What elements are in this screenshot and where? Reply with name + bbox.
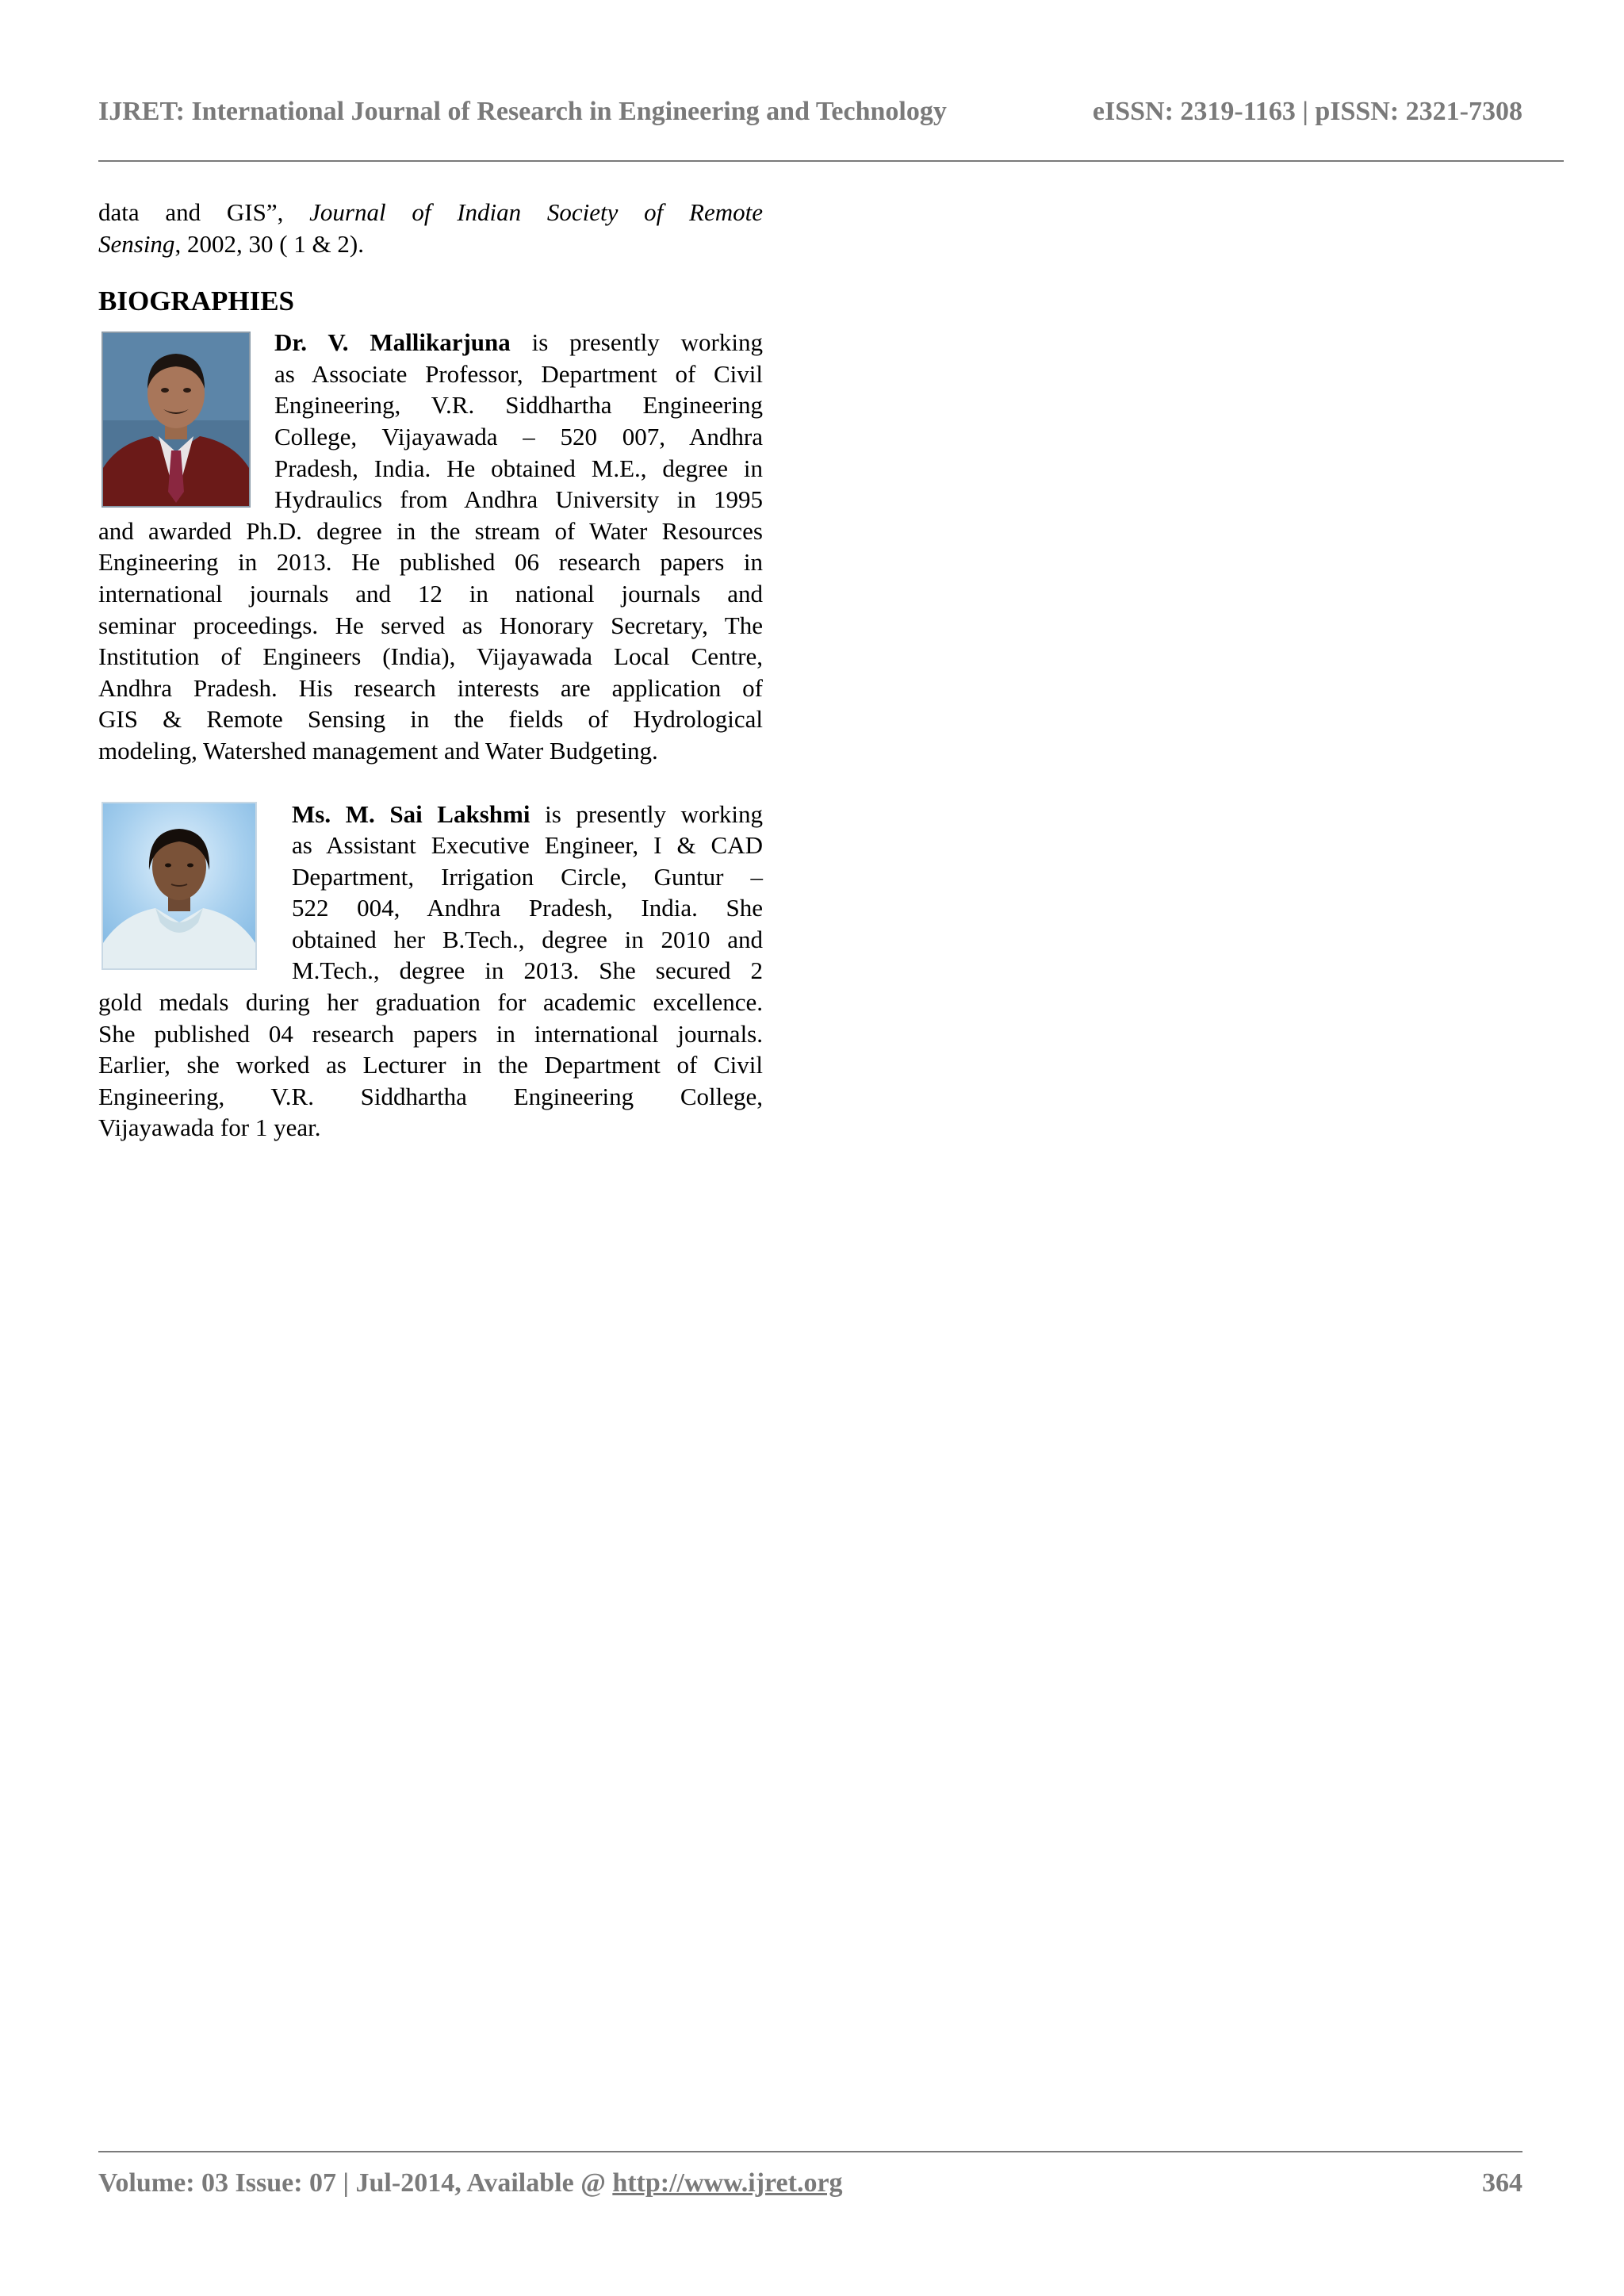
issn-numbers: eISSN: 2319-1163 | pISSN: 2321-7308 (1092, 97, 1522, 126)
bio-text-line: Pradesh, India. He obtained M.E., degree in (274, 454, 763, 482)
page-header (98, 97, 1522, 135)
bio-text-line: as Assistant Executive Engineer, I & CAD (292, 831, 763, 860)
reference-line: data and GIS”, Journal of Indian Society of Remote (98, 198, 763, 226)
bio-text-line: Engineering, V.R. Siddhartha Engineering (274, 391, 763, 420)
header-divider (98, 160, 1564, 162)
page-number: 364 (1482, 2168, 1522, 2198)
footer-divider (98, 2151, 1522, 2152)
bio-text-line: Hydraulics from Andhra University in 1995 (274, 485, 763, 514)
bio-text-line: obtained her B.Tech., degree in 2010 and (292, 925, 763, 953)
bio-text-line: Vijayawada for 1 year. (98, 1114, 321, 1142)
bio-text-line: Institution of Engineers (India), Vijayawada Local Centre, (98, 642, 763, 671)
volume-info: Volume: 03 Issue: 07 | Jul-2014, Available @ http://www.ijret.org (98, 2168, 843, 2198)
bio-text-line: Engineering in 2013. He published 06 research papers in (98, 548, 763, 577)
bio-text-line: She published 04 research papers in international journals. (98, 1019, 763, 1048)
reference-continuation (98, 197, 763, 259)
bio-text-line: international journals and 12 in national journals and (98, 579, 763, 608)
bio-text-line: 522 004, Andhra Pradesh, India. She (292, 894, 763, 922)
bio-text-line: modeling, Watershed management and Water Budgeting. (98, 736, 658, 765)
portrait-man-icon (103, 333, 249, 506)
author-photo (102, 332, 251, 508)
bio-text-line: and awarded Ph.D. degree in the stream of Water Resources (98, 516, 763, 545)
reference-line: Sensing, 2002, 30 ( 1 & 2). (98, 229, 364, 258)
bio-text-line: Dr. V. Mallikarjuna is presently working (274, 328, 763, 357)
bio-text-line: Earlier, she worked as Lecturer in the Department of Civil (98, 1051, 763, 1079)
bio-text-line: Department, Irrigation Circle, Guntur – (292, 862, 763, 891)
portrait-woman-icon (103, 803, 255, 968)
left-column (98, 197, 763, 1144)
bio-author-name: Dr. V. Mallikarjuna (274, 328, 511, 357)
bio-text-line: seminar proceedings. He served as Honorary Secretary, The (98, 611, 763, 639)
bio-text-line: as Associate Professor, Department of Civil (274, 359, 763, 388)
bio-text-line: Ms. M. Sai Lakshmi is presently working (292, 799, 763, 828)
bio-text-line: College, Vijayawada – 520 007, Andhra (274, 422, 763, 450)
journal-website-link[interactable]: http://www.ijret.org (612, 2168, 843, 2198)
bio-text-line: GIS & Remote Sensing in the fields of Hydrological (98, 705, 763, 734)
section-heading-biographies: BIOGRAPHIES (98, 286, 294, 317)
bio-text-line: M.Tech., degree in 2013. She secured 2 (292, 956, 763, 985)
bio-text-line: Andhra Pradesh. His research interests are application of (98, 673, 763, 702)
author-photo (102, 802, 257, 970)
biography-sai-lakshmi (98, 799, 763, 1144)
bio-text-line: gold medals during her graduation for academic excellence. (98, 988, 763, 1017)
page-footer (98, 2168, 1522, 2206)
bio-author-name: Ms. M. Sai Lakshmi (292, 799, 530, 828)
biography-mallikarjuna (98, 327, 763, 766)
bio-text-line: Engineering, V.R. Siddhartha Engineering College, (98, 1082, 763, 1110)
journal-title: IJRET: International Journal of Research in Engineering and Technology (98, 97, 947, 126)
